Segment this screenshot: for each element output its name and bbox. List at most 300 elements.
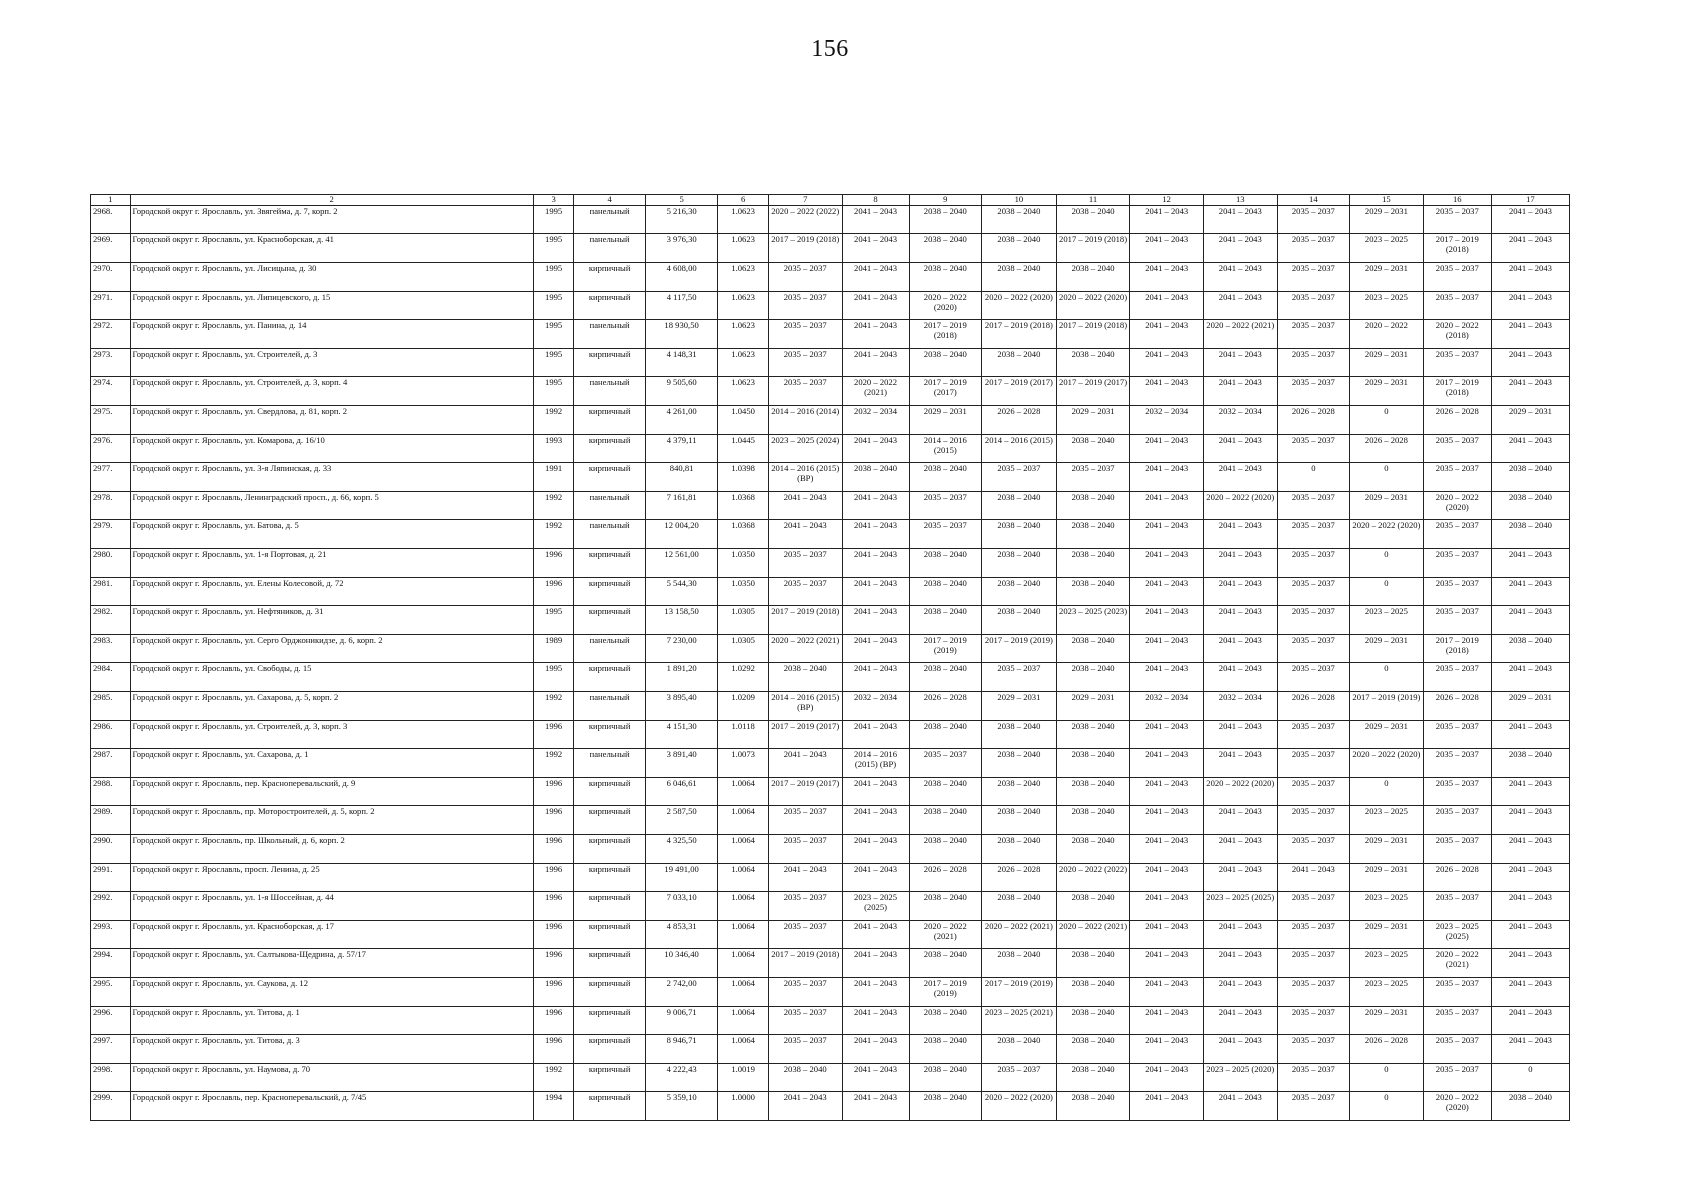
column-number-15: 15 <box>1350 195 1424 206</box>
table-cell: 2017 – 2019 (2018) <box>909 320 982 349</box>
table-cell: 1.0623 <box>718 263 769 292</box>
table-cell: 1.0368 <box>718 491 769 520</box>
table-cell: 2038 – 2040 <box>909 777 982 806</box>
table-cell: 1992 <box>533 491 574 520</box>
table-cell: 2017 – 2019 (2018) <box>768 949 842 978</box>
table-cell: 1.0064 <box>718 949 769 978</box>
column-number-8: 8 <box>842 195 909 206</box>
table-cell: 2038 – 2040 <box>982 234 1057 263</box>
table-cell: 2035 – 2037 <box>1277 892 1350 921</box>
row-number-cell: 2976. <box>91 434 131 463</box>
table-cell: 2041 – 2043 <box>1491 1035 1569 1064</box>
table-cell: 2023 – 2025 (2024) <box>768 434 842 463</box>
table-cell: 2041 – 2043 <box>1130 977 1204 1006</box>
table-row <box>91 606 1570 635</box>
table-cell: 2014 – 2016 (2015) (ВР) <box>842 749 909 778</box>
table-cell: 0 <box>1277 463 1350 492</box>
row-number-cell: 2993. <box>91 920 131 949</box>
table-cell: 2 587,50 <box>645 806 718 835</box>
table-cell: 2038 – 2040 <box>909 348 982 377</box>
column-number-1: 1 <box>91 195 131 206</box>
table-cell: 2035 – 2037 <box>1277 291 1350 320</box>
table-cell: 4 151,30 <box>645 720 718 749</box>
table-row <box>91 949 1570 978</box>
address-cell: Городской округ г. Ярославль, ул. Строителей, д. 3, корп. 4 <box>130 377 533 406</box>
row-number-cell: 2981. <box>91 577 131 606</box>
table-cell: кирпичный <box>574 1006 645 1035</box>
table-cell: 2041 – 2043 <box>1130 291 1204 320</box>
table-cell: 12 561,00 <box>645 549 718 578</box>
table-row <box>91 463 1570 492</box>
table-cell: 3 976,30 <box>645 234 718 263</box>
table-cell: 2038 – 2040 <box>1056 892 1130 921</box>
table-cell: 1996 <box>533 577 574 606</box>
table-cell: 2041 – 2043 <box>842 977 909 1006</box>
table-cell: 1.0064 <box>718 1035 769 1064</box>
table-row <box>91 834 1570 863</box>
table-cell: 2029 – 2031 <box>1491 691 1569 720</box>
table-cell: 2041 – 2043 <box>1130 234 1204 263</box>
table-cell: 2017 – 2019 (2018) <box>1423 234 1491 263</box>
table-cell: 2038 – 2040 <box>1056 348 1130 377</box>
table-cell: 2014 – 2016 (2015) <box>982 434 1057 463</box>
address-cell: Городской округ г. Ярославль, ул. Строителей, д. 3 <box>130 348 533 377</box>
row-number-cell: 2995. <box>91 977 131 1006</box>
row-number-cell: 2970. <box>91 263 131 292</box>
table-cell: 2020 – 2022 (2020) <box>909 291 982 320</box>
table-cell: 2023 – 2025 (2023) <box>1056 606 1130 635</box>
table-cell: 2038 – 2040 <box>982 606 1057 635</box>
table-cell: 2038 – 2040 <box>1056 1006 1130 1035</box>
table-cell: 2035 – 2037 <box>1056 463 1130 492</box>
table-cell: 2041 – 2043 <box>1130 463 1204 492</box>
address-cell: Городской округ г. Ярославль, ул. Красноборская, д. 41 <box>130 234 533 263</box>
column-number-2: 2 <box>130 195 533 206</box>
table-row <box>91 892 1570 921</box>
table-cell: 3 891,40 <box>645 749 718 778</box>
table-cell: 1996 <box>533 806 574 835</box>
table-cell: 4 325,50 <box>645 834 718 863</box>
table-row <box>91 691 1570 720</box>
table-cell: 2041 – 2043 <box>1203 1092 1277 1121</box>
table-cell: 2041 – 2043 <box>1130 205 1204 234</box>
table-cell: 2035 – 2037 <box>1423 291 1491 320</box>
table-cell: 2014 – 2016 (2015) (ВР) <box>768 691 842 720</box>
table-cell: 2035 – 2037 <box>1277 348 1350 377</box>
address-cell: Городской округ г. Ярославль, ул. Лисицына, д. 30 <box>130 263 533 292</box>
table-cell: 2026 – 2028 <box>1423 406 1491 435</box>
table-cell: 0 <box>1350 777 1424 806</box>
table-cell: 2041 – 2043 <box>1491 606 1569 635</box>
table-cell: 2035 – 2037 <box>768 348 842 377</box>
table-cell: 2041 – 2043 <box>1130 606 1204 635</box>
table-cell: 1995 <box>533 205 574 234</box>
table-cell: 2041 – 2043 <box>1491 663 1569 692</box>
table-cell: 2035 – 2037 <box>1423 892 1491 921</box>
table-cell: 2041 – 2043 <box>1203 463 1277 492</box>
table-cell: 2041 – 2043 <box>1130 777 1204 806</box>
address-cell: Городской округ г. Ярославль, ул. Панина, д. 14 <box>130 320 533 349</box>
table-cell: 2038 – 2040 <box>909 806 982 835</box>
table-cell: 2041 – 2043 <box>1491 806 1569 835</box>
table-cell: 2041 – 2043 <box>1203 263 1277 292</box>
column-number-10: 10 <box>982 195 1057 206</box>
table-cell: 4 379,11 <box>645 434 718 463</box>
table-cell: 2035 – 2037 <box>982 663 1057 692</box>
table-cell: 2038 – 2040 <box>909 1006 982 1035</box>
table-cell: 2020 – 2022 (2020) <box>1350 749 1424 778</box>
table-cell: 9 505,60 <box>645 377 718 406</box>
table-cell: 1989 <box>533 634 574 663</box>
table-row <box>91 549 1570 578</box>
table-cell: 5 544,30 <box>645 577 718 606</box>
table-cell: 2023 – 2025 <box>1350 977 1424 1006</box>
row-number-cell: 2982. <box>91 606 131 635</box>
table-cell: 2041 – 2043 <box>1491 834 1569 863</box>
table-cell: 2035 – 2037 <box>1277 320 1350 349</box>
table-cell: 2041 – 2043 <box>1130 1006 1204 1035</box>
table-cell: 2032 – 2034 <box>842 406 909 435</box>
table-cell: 1994 <box>533 1092 574 1121</box>
table-cell: 2026 – 2028 <box>1277 691 1350 720</box>
table-cell: 1992 <box>533 520 574 549</box>
table-cell: 1.0209 <box>718 691 769 720</box>
table-cell: 2038 – 2040 <box>1056 749 1130 778</box>
table-cell: 2038 – 2040 <box>1056 577 1130 606</box>
row-number-cell: 2974. <box>91 377 131 406</box>
table-cell: 2041 – 2043 <box>1203 863 1277 892</box>
address-cell: Городской округ г. Ярославль, ул. Титова, д. 3 <box>130 1035 533 1064</box>
table-cell: 2038 – 2040 <box>909 205 982 234</box>
address-cell: Городской округ г. Ярославль, ул. Липицевского, д. 15 <box>130 291 533 320</box>
table-cell: 2017 – 2019 (2017) <box>768 720 842 749</box>
table-cell: 7 161,81 <box>645 491 718 520</box>
table-cell: 2041 – 2043 <box>1203 606 1277 635</box>
table-cell: 2026 – 2028 <box>1423 863 1491 892</box>
table-cell: 2017 – 2019 (2018) <box>982 320 1057 349</box>
table-cell: 2038 – 2040 <box>1491 749 1569 778</box>
table-cell: 2020 – 2022 (2020) <box>1203 491 1277 520</box>
address-cell: Городской округ г. Ярославль, пер. Красноперевальский, д. 7/45 <box>130 1092 533 1121</box>
table-cell: 2038 – 2040 <box>982 806 1057 835</box>
table-row <box>91 263 1570 292</box>
table-cell: 2038 – 2040 <box>982 1035 1057 1064</box>
table-cell: 2035 – 2037 <box>768 320 842 349</box>
table-cell: 2029 – 2031 <box>909 406 982 435</box>
table-cell: панельный <box>574 491 645 520</box>
row-number-cell: 2992. <box>91 892 131 921</box>
table-cell: 1995 <box>533 348 574 377</box>
table-cell: 2035 – 2037 <box>768 263 842 292</box>
address-cell: Городской округ г. Ярославль, ул. 3-я Ляпинская, д. 33 <box>130 463 533 492</box>
table-cell: 2041 – 2043 <box>842 806 909 835</box>
table-cell: 2035 – 2037 <box>1423 977 1491 1006</box>
table-cell: 2035 – 2037 <box>1277 1035 1350 1064</box>
table-cell: 2020 – 2022 (2022) <box>768 205 842 234</box>
table-cell: 19 491,00 <box>645 863 718 892</box>
table-row <box>91 749 1570 778</box>
address-cell: Городской округ г. Ярославль, ул. Сахарова, д. 1 <box>130 749 533 778</box>
table-cell: 2038 – 2040 <box>1056 663 1130 692</box>
table-cell: 2041 – 2043 <box>768 863 842 892</box>
table-cell: 2035 – 2037 <box>1277 263 1350 292</box>
table-cell: 2038 – 2040 <box>1056 777 1130 806</box>
table-cell: 2041 – 2043 <box>768 1092 842 1121</box>
table-cell: 2035 – 2037 <box>1423 720 1491 749</box>
table-cell: 2038 – 2040 <box>1056 949 1130 978</box>
table-cell: 2041 – 2043 <box>1491 892 1569 921</box>
table-cell: 2041 – 2043 <box>842 663 909 692</box>
address-cell: Городской округ г. Ярославль, ул. Красноборская, д. 17 <box>130 920 533 949</box>
table-cell: 2035 – 2037 <box>1277 806 1350 835</box>
table-cell: 1.0064 <box>718 806 769 835</box>
table-cell: 2041 – 2043 <box>842 920 909 949</box>
table-cell: 2041 – 2043 <box>1203 977 1277 1006</box>
table-cell: 2 742,00 <box>645 977 718 1006</box>
row-number-cell: 2989. <box>91 806 131 835</box>
table-row <box>91 205 1570 234</box>
table-cell: 2038 – 2040 <box>982 263 1057 292</box>
table-cell: 7 033,10 <box>645 892 718 921</box>
table-cell: кирпичный <box>574 434 645 463</box>
table-cell: 2020 – 2022 (2020) <box>1056 291 1130 320</box>
table-cell: 13 158,50 <box>645 606 718 635</box>
page-number: 156 <box>811 36 849 62</box>
row-number-cell: 2997. <box>91 1035 131 1064</box>
table-cell: 7 230,00 <box>645 634 718 663</box>
table-cell: 0 <box>1350 1092 1424 1121</box>
table-cell: 2029 – 2031 <box>1350 920 1424 949</box>
table-cell: 1992 <box>533 691 574 720</box>
table-cell: 2029 – 2031 <box>1350 720 1424 749</box>
table-cell: 2041 – 2043 <box>842 863 909 892</box>
table-cell: 2041 – 2043 <box>1491 434 1569 463</box>
table-cell: 5 359,10 <box>645 1092 718 1121</box>
table-cell: 4 117,50 <box>645 291 718 320</box>
table-cell: 2020 – 2022 (2020) <box>1350 520 1424 549</box>
table-cell: 2041 – 2043 <box>842 348 909 377</box>
row-number-cell: 2977. <box>91 463 131 492</box>
table-cell: 2041 – 2043 <box>1203 520 1277 549</box>
address-cell: Городской округ г. Ярославль, ул. Саукова, д. 12 <box>130 977 533 1006</box>
table-cell: 2038 – 2040 <box>909 549 982 578</box>
table-cell: 2035 – 2037 <box>1277 491 1350 520</box>
table-cell: 2041 – 2043 <box>842 1006 909 1035</box>
table-cell: 2041 – 2043 <box>1203 377 1277 406</box>
column-number-16: 16 <box>1423 195 1491 206</box>
table-row <box>91 348 1570 377</box>
table-cell: 2035 – 2037 <box>1423 549 1491 578</box>
table-cell: 2038 – 2040 <box>1491 1092 1569 1121</box>
address-cell: Городской округ г. Ярославль, ул. Серго Орджоникидзе, д. 6, корп. 2 <box>130 634 533 663</box>
table-cell: 2041 – 2043 <box>1203 348 1277 377</box>
table-cell: 2026 – 2028 <box>982 406 1057 435</box>
table-cell: 0 <box>1350 549 1424 578</box>
table-cell: 2029 – 2031 <box>1350 863 1424 892</box>
table-cell: 2041 – 2043 <box>1203 749 1277 778</box>
table-cell: 2035 – 2037 <box>768 1035 842 1064</box>
table-cell: 2035 – 2037 <box>1277 434 1350 463</box>
column-number-7: 7 <box>768 195 842 206</box>
table-cell: 2017 – 2019 (2017) <box>909 377 982 406</box>
table-cell: 2020 – 2022 (2021) <box>1423 949 1491 978</box>
table-cell: 2041 – 2043 <box>842 1063 909 1092</box>
table-cell: 2017 – 2019 (2018) <box>1423 377 1491 406</box>
table-cell: кирпичный <box>574 577 645 606</box>
table-cell: 2038 – 2040 <box>982 720 1057 749</box>
table-cell: 1.0623 <box>718 234 769 263</box>
table-cell: 1.0445 <box>718 434 769 463</box>
table-cell: 2041 – 2043 <box>842 205 909 234</box>
table-cell: 4 222,43 <box>645 1063 718 1092</box>
table-cell: кирпичный <box>574 606 645 635</box>
table-cell: 1.0450 <box>718 406 769 435</box>
table-row <box>91 920 1570 949</box>
table-cell: 2038 – 2040 <box>768 663 842 692</box>
row-number-cell: 2988. <box>91 777 131 806</box>
table-row <box>91 634 1570 663</box>
table-cell: 2041 – 2043 <box>1130 549 1204 578</box>
table-cell: 2023 – 2025 <box>1350 949 1424 978</box>
table-cell: 2041 – 2043 <box>1203 949 1277 978</box>
table-cell: 2035 – 2037 <box>1423 1035 1491 1064</box>
table-cell: 2035 – 2037 <box>982 1063 1057 1092</box>
table-row <box>91 720 1570 749</box>
address-cell: Городской округ г. Ярославль, ул. Свободы, д. 15 <box>130 663 533 692</box>
row-number-cell: 2996. <box>91 1006 131 1035</box>
table-cell: 2038 – 2040 <box>842 463 909 492</box>
table-cell: 2017 – 2019 (2019) <box>982 634 1057 663</box>
table-cell: панельный <box>574 749 645 778</box>
table-row <box>91 663 1570 692</box>
table-cell: 1.0305 <box>718 606 769 635</box>
address-cell: Городской округ г. Ярославль, пр. Школьный, д. 6, корп. 2 <box>130 834 533 863</box>
table-cell: 2035 – 2037 <box>909 520 982 549</box>
address-cell: Городской округ г. Ярославль, ул. Елены Колесовой, д. 72 <box>130 577 533 606</box>
table-cell: 2038 – 2040 <box>982 205 1057 234</box>
table-cell: 2035 – 2037 <box>768 892 842 921</box>
table-cell: 2038 – 2040 <box>982 892 1057 921</box>
table-cell: 1.0064 <box>718 863 769 892</box>
table-cell: 2038 – 2040 <box>1056 720 1130 749</box>
table-cell: кирпичный <box>574 834 645 863</box>
table-cell: кирпичный <box>574 720 645 749</box>
table-cell: 2035 – 2037 <box>1277 520 1350 549</box>
table-cell: 2035 – 2037 <box>1277 549 1350 578</box>
table-cell: 2041 – 2043 <box>1491 720 1569 749</box>
table-cell: 2035 – 2037 <box>1277 577 1350 606</box>
table-cell: панельный <box>574 634 645 663</box>
table-cell: 2017 – 2019 (2017) <box>768 777 842 806</box>
table-cell: 2038 – 2040 <box>982 834 1057 863</box>
table-cell: 2041 – 2043 <box>1203 720 1277 749</box>
table-cell: 2035 – 2037 <box>1277 749 1350 778</box>
table-cell: 2041 – 2043 <box>842 520 909 549</box>
table-cell: 0 <box>1350 1063 1424 1092</box>
table-cell: 2029 – 2031 <box>1350 491 1424 520</box>
table-cell: 2020 – 2022 (2020) <box>982 291 1057 320</box>
table-cell: 2035 – 2037 <box>1277 606 1350 635</box>
table-cell: 18 930,50 <box>645 320 718 349</box>
table-cell: 2038 – 2040 <box>982 949 1057 978</box>
table-cell: 2038 – 2040 <box>982 520 1057 549</box>
table-cell: 2017 – 2019 (2019) <box>909 634 982 663</box>
table-cell: 2038 – 2040 <box>1056 520 1130 549</box>
table-cell: 2032 – 2034 <box>842 691 909 720</box>
address-cell: Городской округ г. Ярославль, ул. Нефтяников, д. 31 <box>130 606 533 635</box>
table-cell: 2038 – 2040 <box>982 777 1057 806</box>
column-number-6: 6 <box>718 195 769 206</box>
table-cell: 2041 – 2043 <box>842 949 909 978</box>
table-cell: 2041 – 2043 <box>1130 892 1204 921</box>
table-cell: 2038 – 2040 <box>1056 1063 1130 1092</box>
table-cell: панельный <box>574 205 645 234</box>
table-cell: кирпичный <box>574 892 645 921</box>
table-cell: 2038 – 2040 <box>1056 806 1130 835</box>
table-cell: 2035 – 2037 <box>1423 1006 1491 1035</box>
table-cell: кирпичный <box>574 549 645 578</box>
table-cell: панельный <box>574 520 645 549</box>
table-cell: 2023 – 2025 (2025) <box>1423 920 1491 949</box>
table-cell: 840,81 <box>645 463 718 492</box>
table-cell: 1.0398 <box>718 463 769 492</box>
table-cell: 2035 – 2037 <box>1277 834 1350 863</box>
table-cell: 1.0064 <box>718 892 769 921</box>
table-cell: 2041 – 2043 <box>1491 949 1569 978</box>
table-cell: 1.0064 <box>718 1006 769 1035</box>
table-cell: 2041 – 2043 <box>1491 263 1569 292</box>
table-cell: 2041 – 2043 <box>1203 291 1277 320</box>
table-cell: 8 946,71 <box>645 1035 718 1064</box>
row-number-cell: 2973. <box>91 348 131 377</box>
table-cell: 2041 – 2043 <box>1277 863 1350 892</box>
table-cell: 2035 – 2037 <box>909 749 982 778</box>
table-cell: 2041 – 2043 <box>1130 1063 1204 1092</box>
table-cell: 1.0623 <box>718 291 769 320</box>
table-row <box>91 520 1570 549</box>
table-cell: 2041 – 2043 <box>842 577 909 606</box>
table-cell: 2041 – 2043 <box>1130 749 1204 778</box>
table-cell: 2035 – 2037 <box>1423 663 1491 692</box>
table-row <box>91 491 1570 520</box>
row-number-cell: 2990. <box>91 834 131 863</box>
address-cell: Городской округ г. Ярославль, ул. 1-я Портовая, д. 21 <box>130 549 533 578</box>
table-cell: 4 148,31 <box>645 348 718 377</box>
table-cell: 2041 – 2043 <box>1130 320 1204 349</box>
table-cell: 2035 – 2037 <box>1423 263 1491 292</box>
table-row <box>91 577 1570 606</box>
table-cell: 2035 – 2037 <box>1277 634 1350 663</box>
table-cell: 2038 – 2040 <box>1491 520 1569 549</box>
table-cell: 2041 – 2043 <box>1203 434 1277 463</box>
table-cell: 2038 – 2040 <box>768 1063 842 1092</box>
table-cell: 2041 – 2043 <box>1491 863 1569 892</box>
table-cell: 2038 – 2040 <box>909 577 982 606</box>
table-cell: 1.0073 <box>718 749 769 778</box>
table-cell: 2035 – 2037 <box>768 1006 842 1035</box>
table-cell: 2041 – 2043 <box>1203 634 1277 663</box>
table-cell: 2038 – 2040 <box>1056 634 1130 663</box>
table-cell: 4 608,00 <box>645 263 718 292</box>
table-cell: 2035 – 2037 <box>1423 520 1491 549</box>
table-cell: 2029 – 2031 <box>1350 634 1424 663</box>
table-cell: 2038 – 2040 <box>1491 491 1569 520</box>
table-cell: 2035 – 2037 <box>1277 1092 1350 1121</box>
table-cell: 2035 – 2037 <box>768 806 842 835</box>
table-cell: 2041 – 2043 <box>1491 577 1569 606</box>
table-cell: 2020 – 2022 <box>1350 320 1424 349</box>
table-cell: 2020 – 2022 (2021) <box>982 920 1057 949</box>
